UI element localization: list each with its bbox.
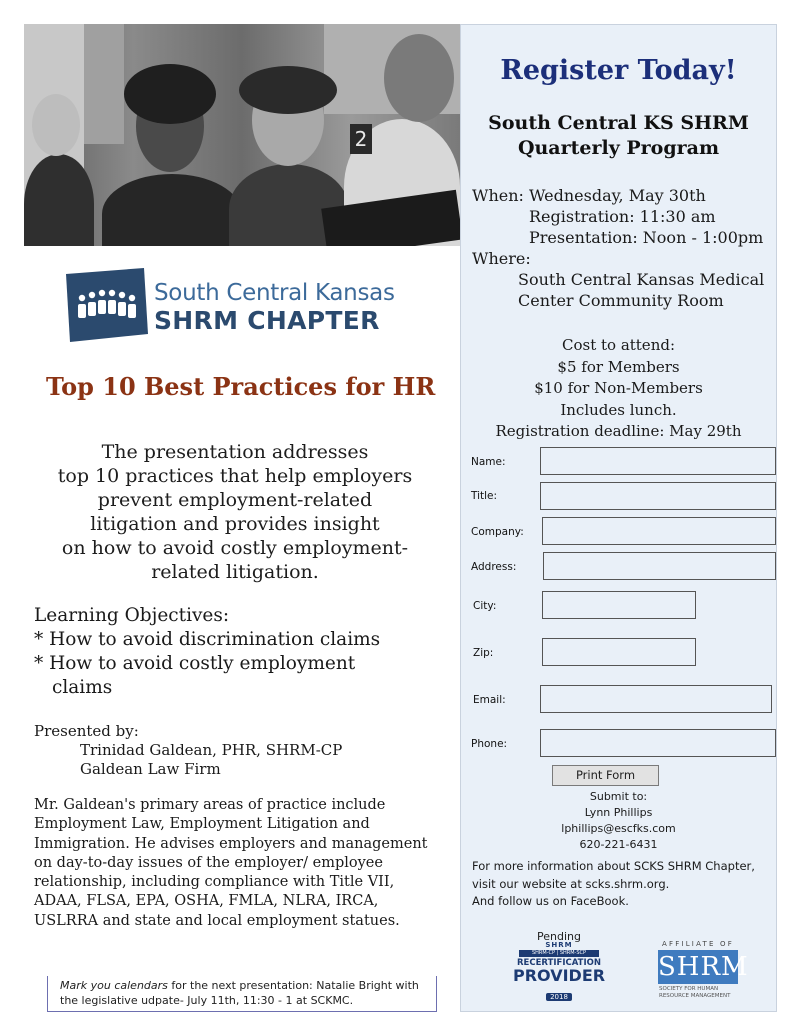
affiliate-label: AFFILIATE OF <box>662 940 734 948</box>
learning-objectives <box>34 604 434 700</box>
presented-label: Presented by: <box>34 722 139 740</box>
presentation-time: Presentation: Noon - 1:00pm <box>529 228 764 247</box>
recertification-provider-badge <box>513 930 605 1002</box>
chapter-logo <box>62 268 407 344</box>
objectives-heading: Learning Objectives: <box>34 605 230 626</box>
cost-line: $10 for Non-Members <box>534 379 703 397</box>
more-info-line: visit our website at scks.shrm.org. <box>472 876 670 891</box>
submit-email[interactable]: lphillips@escfks.com <box>561 822 676 835</box>
address-label: Address: <box>471 561 517 573</box>
register-title: Register Today! <box>500 55 737 86</box>
city-label: City: <box>473 600 497 612</box>
where-label: Where: <box>472 249 531 268</box>
headline: Top 10 Best Practices for HR <box>46 372 436 401</box>
more-info-line: And follow us on FaceBook. <box>472 894 629 908</box>
title-label: Title: <box>471 490 498 502</box>
submit-name: Lynn Phillips <box>584 806 653 819</box>
print-form-button[interactable]: Print Form <box>552 765 659 786</box>
email-field[interactable] <box>540 685 772 713</box>
objective-item-continued: claims <box>52 677 113 698</box>
submit-info <box>460 789 777 853</box>
address-field[interactable] <box>543 552 776 580</box>
affiliate-society <box>655 986 741 999</box>
intro-line: related litigation. <box>151 561 319 583</box>
provider-recert: RECERTIFICATION <box>517 958 601 968</box>
cost-info <box>461 335 776 443</box>
affiliate-society-line: SOCIETY FOR HUMAN <box>659 986 719 992</box>
more-info-line: For more information about SCKS SHRM Chapter, <box>472 859 755 873</box>
cost-line: Registration deadline: May 29th <box>495 422 742 440</box>
cost-line: $5 for Members <box>557 357 680 376</box>
calendar-note-text: for the next presentation: Natalie Bright with the legislative udpate- July 11th, 11:30 - 1 at SCKMC. <box>60 979 419 1007</box>
objective-item: * How to avoid discrimination claims <box>34 629 381 650</box>
provider-word: PROVIDER <box>513 966 606 985</box>
presenter-name: Trinidad Galdean, PHR, SHRM-CP <box>80 741 343 759</box>
pending-label: Pending <box>537 930 581 943</box>
company-field[interactable] <box>542 517 776 545</box>
where-line: Center Community Room <box>518 291 724 310</box>
intro-line: The presentation addresses <box>101 441 369 463</box>
phone-label: Phone: <box>471 738 508 750</box>
affiliate-society-line: RESOURCE MANAGEMENT <box>659 992 731 999</box>
name-label: Name: <box>471 456 506 468</box>
calendar-note-emphasis: Mark you calendars <box>60 979 168 992</box>
registration-time: Registration: 11:30 am <box>529 207 716 226</box>
name-field[interactable] <box>540 447 776 475</box>
program-title-line: Quarterly Program <box>517 137 720 159</box>
calendar-note <box>47 976 437 1012</box>
where-line: South Central Kansas Medical <box>518 270 765 289</box>
cost-line: Includes lunch. <box>560 400 677 419</box>
objective-item: * How to avoid costly employment <box>34 653 356 674</box>
program-title <box>461 111 776 161</box>
intro-line: on how to avoid costly employment- <box>61 537 409 559</box>
more-info <box>472 858 772 911</box>
elevator-number: 2 <box>350 124 372 154</box>
presenter-bio: Mr. Galdean's primary areas of practice include Employment Law, Employment Litigation and Immigration. He advises employers and management on day-to-day issues of the employer/ employee relationship, including compliance with Title VII, ADAA, FLSA, EPA, OSHA, FMLA, NLRA, IRCA, USLRRA and state and local employment statues. <box>34 797 428 929</box>
zip-label: Zip: <box>473 647 494 659</box>
when-line: When: Wednesday, May 30th <box>472 186 706 205</box>
team-photo <box>24 24 460 246</box>
city-field[interactable] <box>542 591 696 619</box>
intro-line: prevent employment-related <box>97 489 373 511</box>
presenter-block <box>34 722 342 779</box>
title-field[interactable] <box>540 482 776 510</box>
event-details <box>472 185 764 311</box>
provider-shrm: SHRM <box>545 941 573 949</box>
provider-strip: SHRM-CP | SHRM-SCP <box>519 950 599 957</box>
logo-line-2: SHRM CHAPTER <box>154 306 380 335</box>
affiliate-shrm-logo: SHRM <box>658 952 749 982</box>
email-label: Email: <box>473 694 506 706</box>
chapter-logo-icon <box>62 268 148 342</box>
program-title-line: South Central KS SHRM <box>488 112 749 134</box>
submit-phone: 620-221-6431 <box>579 838 658 851</box>
cost-line: Cost to attend: <box>561 336 676 354</box>
intro-paragraph <box>40 440 430 584</box>
logo-line-1: South Central Kansas <box>154 280 395 306</box>
submit-label: Submit to: <box>589 790 648 803</box>
zip-field[interactable] <box>542 638 696 666</box>
shrm-affiliate-badge <box>655 940 749 1010</box>
intro-line: litigation and provides insight <box>90 513 380 535</box>
intro-line: top 10 practices that help employers <box>57 465 413 487</box>
company-label: Company: <box>471 526 524 538</box>
provider-year: 2018 <box>546 993 572 1001</box>
presenter-firm: Galdean Law Firm <box>80 760 221 778</box>
phone-field[interactable] <box>540 729 776 757</box>
